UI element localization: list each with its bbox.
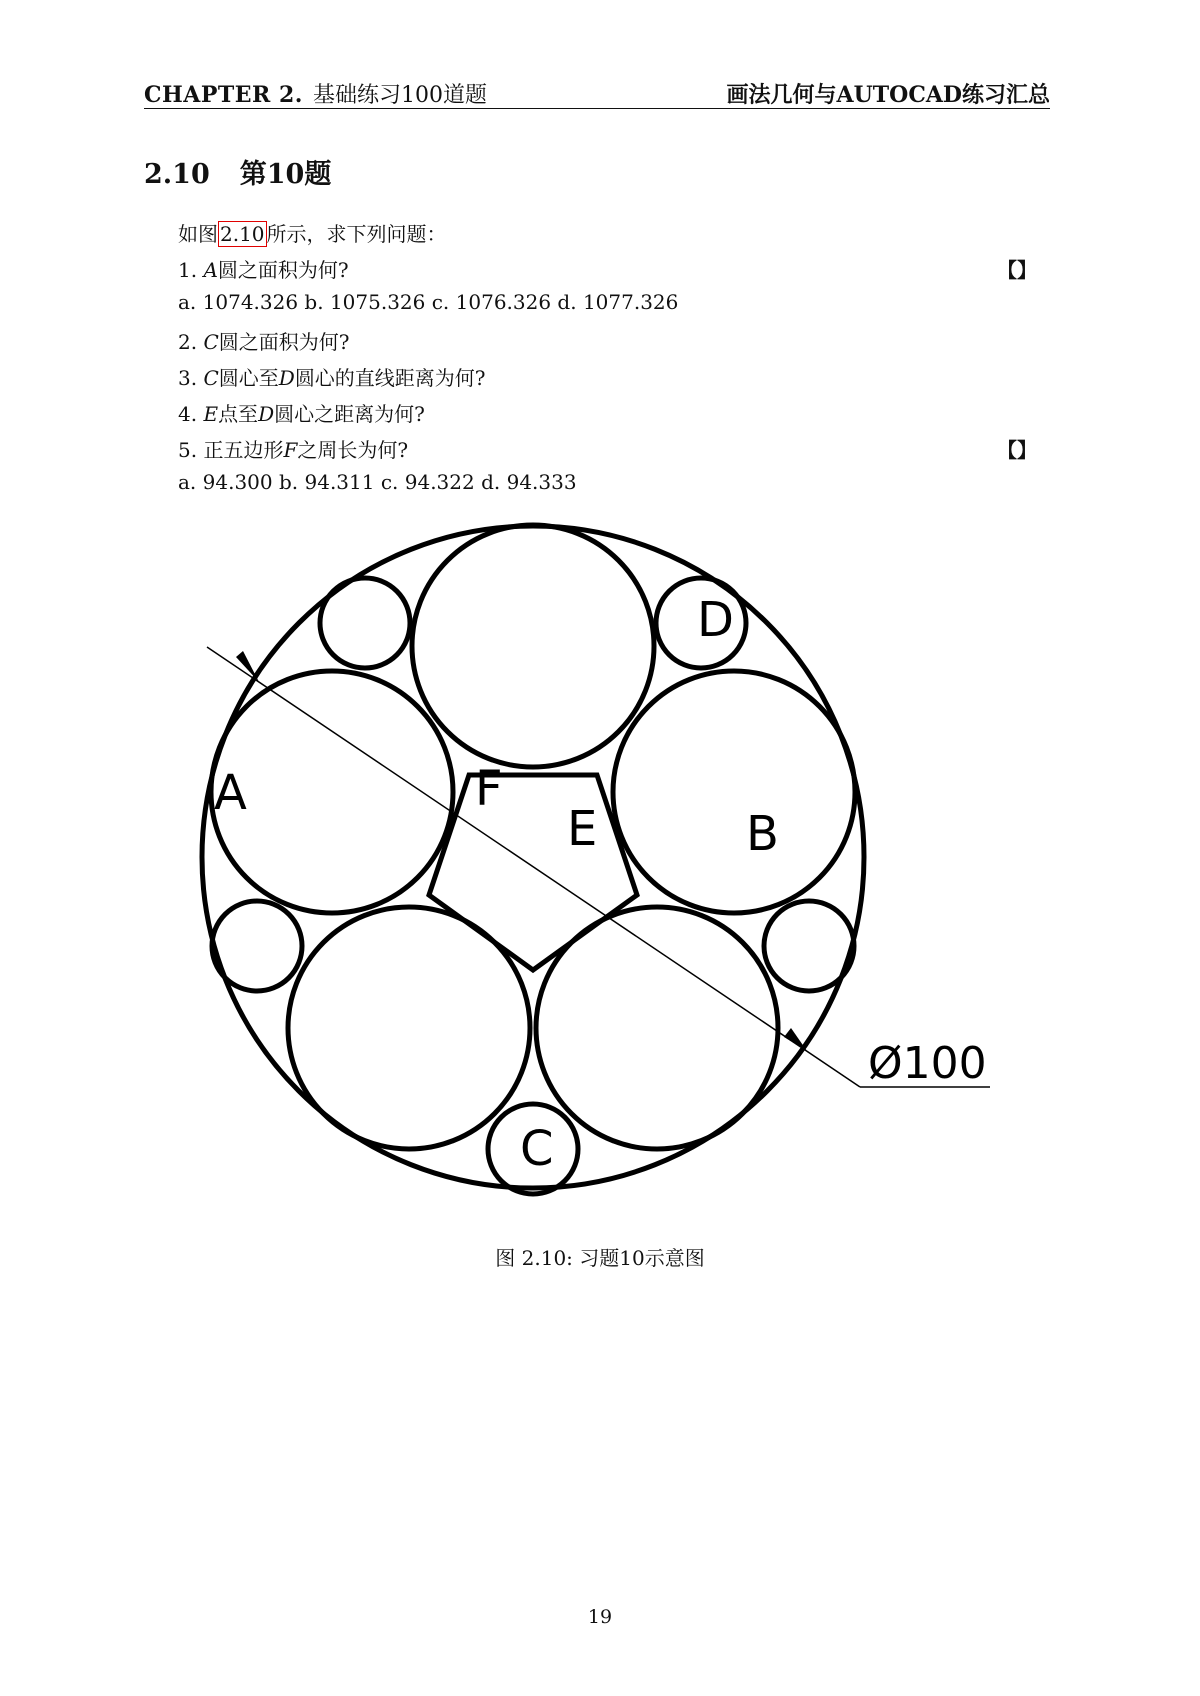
q3-text-b: 圆心的直线距离为何? xyxy=(294,366,486,390)
section-heading xyxy=(144,152,331,191)
answer-bracket-5[interactable] xyxy=(997,434,1037,463)
dimension-arrow-top xyxy=(236,651,259,682)
q5-number: 5. xyxy=(178,438,204,462)
label-d: D xyxy=(697,592,734,648)
question-5 xyxy=(178,434,408,463)
question-1 xyxy=(178,254,349,283)
label-e: E xyxy=(567,801,598,857)
q2-number: 2. xyxy=(178,330,204,354)
chapter-title: 基础练习100道题 xyxy=(312,83,487,108)
label-a: A xyxy=(214,765,247,821)
q3-number: 3. xyxy=(178,366,204,390)
question-2 xyxy=(178,326,350,355)
dimension-arrow-bottom xyxy=(784,1028,807,1051)
label-c: C xyxy=(520,1121,554,1177)
bracket-close: 】 xyxy=(1017,258,1037,282)
small-circle-left xyxy=(212,901,302,991)
intro-after: 所示，求下列问题： xyxy=(266,222,447,246)
q4-var2: D xyxy=(258,402,275,426)
small-circle-top-left xyxy=(320,578,410,668)
q4-number: 4. xyxy=(178,402,204,426)
question-3 xyxy=(178,362,486,391)
label-b: B xyxy=(746,806,779,862)
figure-diagram xyxy=(190,515,1030,1215)
q5-text: 之周长为何? xyxy=(297,438,409,462)
chapter-label: CHAPTER 2. xyxy=(144,82,303,108)
intro-before: 如图 xyxy=(178,222,218,246)
page-header xyxy=(144,74,1050,109)
q1-text: 圆之面积为何? xyxy=(217,258,349,282)
q4-var: E xyxy=(203,402,219,426)
q5-options: a. 94.300 b. 94.311 c. 94.322 d. 94.333 xyxy=(178,470,577,494)
q1-options: a. 1074.326 b. 1075.326 c. 1076.326 d. 1077.326 xyxy=(178,290,679,314)
large-circle-top xyxy=(412,525,654,767)
figure-caption: 图 2.10: 习题10示意图 xyxy=(495,1246,705,1270)
dimension-label: Ø100 xyxy=(868,1038,987,1089)
section-title: 第10题 xyxy=(239,159,332,190)
circles-diagram-svg xyxy=(190,515,1030,1215)
q1-var: A xyxy=(203,258,218,282)
q5-pre: 正五边形 xyxy=(203,438,284,462)
bracket-open: 【 xyxy=(997,258,1017,282)
q3-var2: D xyxy=(278,366,295,390)
figure-ref-link[interactable]: 2.10 xyxy=(220,222,265,246)
q2-var: C xyxy=(203,330,219,354)
large-circle-a xyxy=(211,671,453,913)
q2-text: 圆之面积为何? xyxy=(218,330,350,354)
question-4 xyxy=(178,398,425,427)
label-f: F xyxy=(475,761,503,817)
book-title: 画法几何与AUTOCAD练习汇总 xyxy=(726,82,1050,108)
q3-var: C xyxy=(203,366,219,390)
q4-text-b: 圆心之距离为何? xyxy=(274,402,425,426)
q1-number: 1. xyxy=(178,258,204,282)
q4-text-a: 点至 xyxy=(218,402,259,426)
small-circle-right xyxy=(764,901,854,991)
page-number: 19 xyxy=(587,1606,613,1628)
bracket-close: 】 xyxy=(1017,438,1037,462)
bracket-open: 【 xyxy=(997,438,1017,462)
intro-line xyxy=(178,218,447,247)
section-number: 2.10 xyxy=(144,159,210,190)
answer-bracket-1[interactable] xyxy=(997,254,1037,283)
header-left xyxy=(144,78,487,109)
q5-var: F xyxy=(283,438,298,462)
dimension-line xyxy=(207,647,860,1087)
q3-text-a: 圆心至 xyxy=(218,366,279,390)
large-circle-b xyxy=(613,671,855,913)
pentagon-f xyxy=(429,775,637,970)
